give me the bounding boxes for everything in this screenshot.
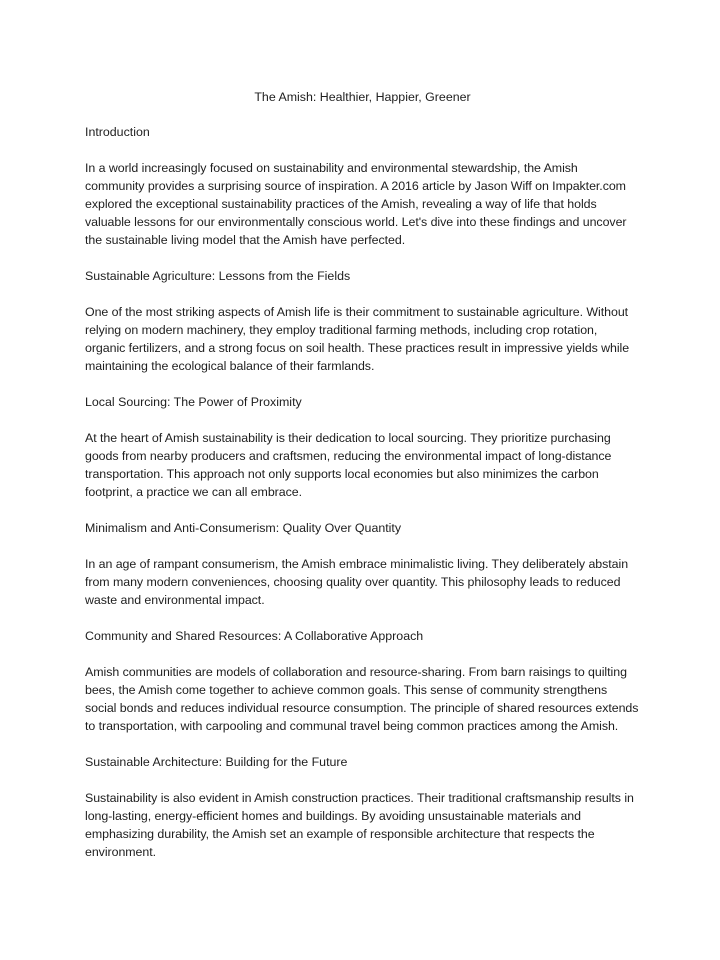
document-title: The Amish: Healthier, Happier, Greener [254, 90, 471, 104]
section-heading: Sustainable Agriculture: Lessons from the Fields [85, 269, 351, 283]
section-paragraph: In an age of rampant consumerism, the Amish embrace minimalistic living. They deliberately abstain from many modern conveniences, choosing quality over quantity. This philosophy leads to reduced waste and environmental impact. [85, 557, 629, 607]
section-architecture [85, 753, 640, 861]
section-paragraph: At the heart of Amish sustainability is their dedication to local sourcing. They prioritize purchasing goods from nearby producers and craftsmen, reducing the environmental impact of long-distance transportation. This approach not only supports local economies but also minimizes the carbon footprint, a practice we can all embrace. [85, 431, 612, 499]
section-heading: Community and Shared Resources: A Collaborative Approach [85, 629, 424, 643]
section-paragraph: One of the most striking aspects of Amish life is their commitment to sustainable agriculture. Without relying on modern machinery, they employ traditional farming methods, including crop rotation, organic fertilizers, and a strong focus on soil health. These practices result in impressive yields while maintaining the ecological balance of their farmlands. [85, 305, 630, 373]
section-heading: Local Sourcing: The Power of Proximity [85, 395, 302, 409]
section-sustainable-agriculture [85, 267, 640, 375]
document-body [85, 88, 640, 879]
section-paragraph: Amish communities are models of collaboration and resource-sharing. From barn raisings to quilting bees, the Amish come together to achieve common goals. This sense of community strengthens social bonds and reduces individual resource consumption. The principle of shared resources extends to transportation, with carpooling and communal travel being common practices among the Amish. [85, 665, 639, 733]
section-heading: Sustainable Architecture: Building for the Future [85, 755, 348, 769]
section-paragraph: Sustainability is also evident in Amish construction practices. Their traditional craftsmanship results in long-lasting, energy-efficient homes and buildings. By avoiding unsustainable materials and emphasizing durability, the Amish set an example of responsible architecture that respects the environment. [85, 791, 634, 859]
section-introduction [85, 123, 640, 249]
section-local-sourcing [85, 393, 640, 501]
section-community [85, 627, 640, 735]
section-paragraph: In a world increasingly focused on sustainability and environmental stewardship, the Amish community provides a surprising source of inspiration. A 2016 article by Jason Wiff on Impakter.com explored the exceptional sustainability practices of the Amish, revealing a way of life that holds valuable lessons for our environmentally conscious world. Let's dive into these findings and uncover the sustainable living model that the Amish have perfected. [85, 161, 627, 247]
section-heading: Minimalism and Anti-Consumerism: Quality Over Quantity [85, 521, 402, 535]
section-heading: Introduction [85, 125, 150, 139]
section-minimalism [85, 519, 640, 609]
